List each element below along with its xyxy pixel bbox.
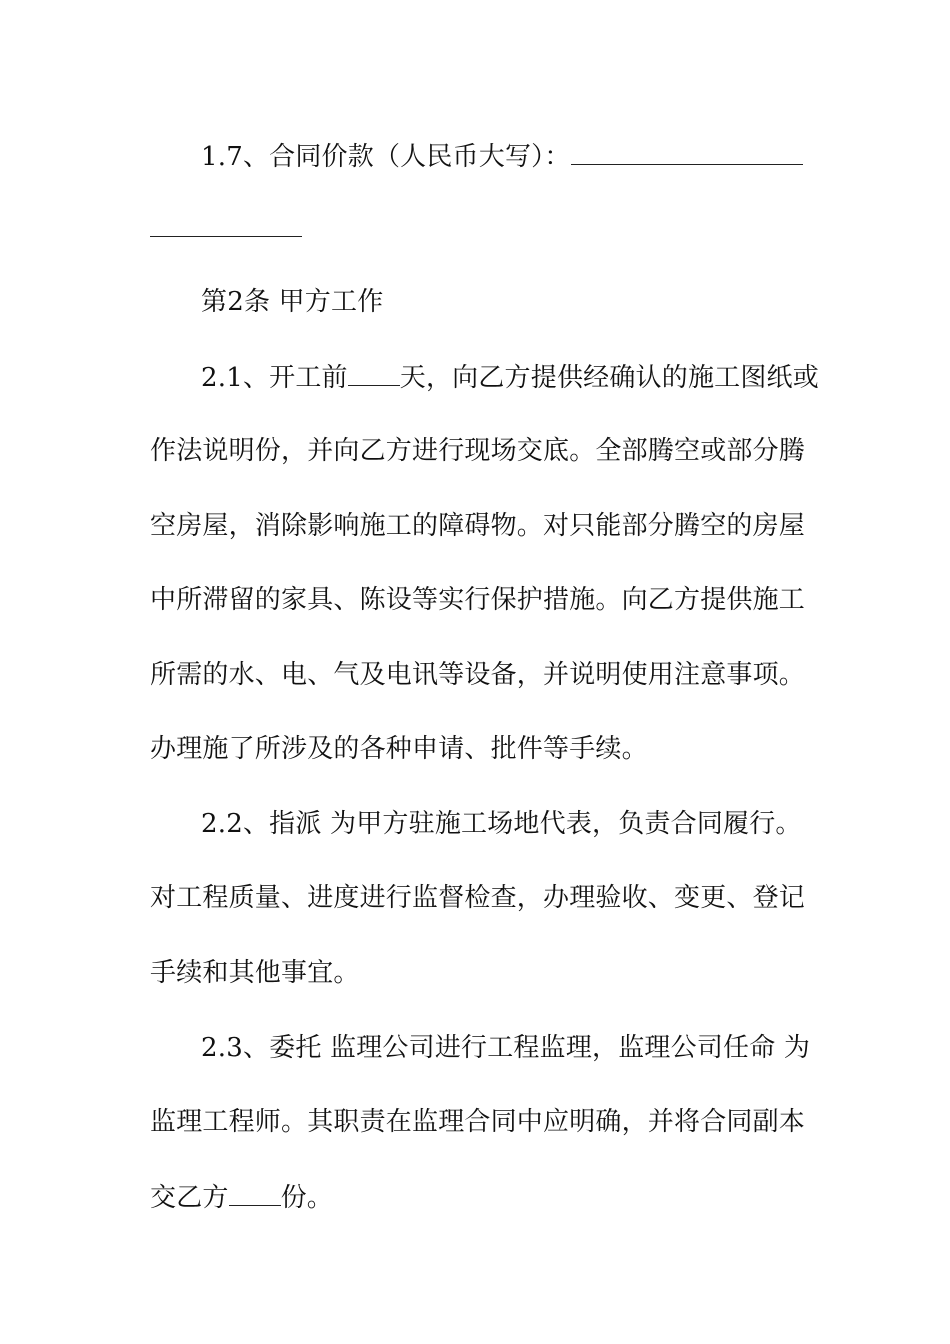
clause-1-7-label: 1.7、合同价款（人民币大写）：: [201, 142, 571, 172]
clause-2-1-line-3: 空房屋，消除影响施工的障碍物。对只能部分腾空的房屋: [150, 511, 806, 541]
clause-2-1-line-1: 2.1、开工前 天，向乙方提供经确认的施工图纸或: [201, 357, 811, 398]
clause-2-3-line-1: 2.3、委托 监理公司进行工程监理，监理公司任命 为: [201, 1033, 811, 1063]
section-2-title: 第2条 甲方工作: [201, 287, 384, 317]
contract-price-blank: [571, 136, 803, 165]
copies-blank: [229, 1177, 281, 1206]
days-blank: [348, 357, 400, 386]
clause-2-2-line-1: 2.2、指派 为甲方驻施工场地代表，负责合同履行。: [201, 809, 802, 839]
clause-2-1-line-2: 作法说明份，并向乙方进行现场交底。全部腾空或部分腾: [150, 436, 806, 466]
clause-2-2-line-3: 手续和其他事宜。: [150, 958, 360, 988]
clause-1-7: [201, 136, 811, 177]
clause-2-3-line-2: 监理工程师。其职责在监理合同中应明确，并将合同副本: [150, 1107, 806, 1137]
clause-2-3-line-3: 交乙方 份。: [150, 1177, 810, 1218]
clause-2-1-line-5: 所需的水、电、气及电讯等设备，并说明使用注意事项。: [150, 660, 806, 690]
clause-2-1-line-4: 中所滞留的家具、陈设等实行保护措施。向乙方提供施工: [150, 585, 806, 615]
clause-2-2-line-2: 对工程质量、进度进行监督检查，办理验收、变更、登记: [150, 883, 806, 913]
clause-2-1-line-6: 办理施了所涉及的各种申请、批件等手续。: [150, 734, 648, 764]
contract-price-blank-continuation: [150, 236, 302, 237]
